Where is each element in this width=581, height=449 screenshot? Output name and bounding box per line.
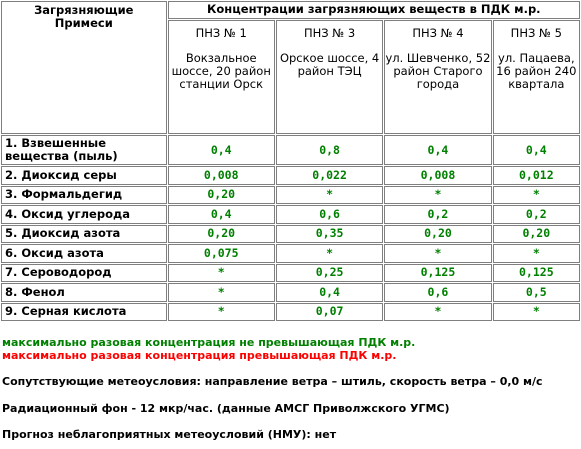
weather-conditions: Сопутствующие метеоусловия: направление ветра – штиль, скорость ветра – 0,0 м/с — [2, 375, 543, 388]
station-1 — [168, 20, 275, 134]
concentration-value: 0,20 — [384, 225, 491, 244]
header-pollutants: Загрязняющие Примеси — [1, 1, 167, 134]
pollutant-name: 4. Оксид углерода — [1, 205, 167, 224]
concentration-value: * — [168, 283, 275, 302]
station-4 — [384, 20, 491, 134]
pollutant-name: 2. Диоксид серы — [1, 166, 167, 185]
concentration-value: * — [384, 303, 491, 322]
concentration-value: * — [168, 264, 275, 283]
table-row — [1, 283, 580, 302]
concentration-value: 0,6 — [384, 283, 491, 302]
legend-exceeding: максимально разовая концентрация превышающая ПДК м.р. — [2, 349, 397, 362]
concentration-value: 0,6 — [276, 205, 383, 224]
station-id: ПНЗ № 3 — [303, 26, 356, 40]
concentration-value: 0,125 — [493, 264, 580, 283]
concentration-value: * — [384, 186, 491, 205]
concentration-value: * — [493, 303, 580, 322]
concentration-value: * — [276, 186, 383, 205]
concentration-value: 0,20 — [168, 225, 275, 244]
header-concentrations: Концентрации загрязняющих веществ в ПДК м.р. — [168, 1, 580, 19]
table-row — [1, 135, 580, 165]
concentration-value: 0,2 — [493, 205, 580, 224]
station-id: ПНЗ № 1 — [195, 26, 247, 40]
pollutant-name: 6. Оксид азота — [1, 244, 167, 263]
concentration-value: 0,07 — [276, 303, 383, 322]
pollutant-name: 8. Фенол — [1, 283, 167, 302]
nmu-forecast: Прогноз неблагоприятных метеоусловий (НМУ): нет — [2, 428, 337, 441]
concentration-value: 0,35 — [276, 225, 383, 244]
concentration-value: 0,008 — [168, 166, 275, 185]
concentration-value: * — [493, 186, 580, 205]
pollutant-name: 5. Диоксид азота — [1, 225, 167, 244]
concentration-value: * — [168, 303, 275, 322]
legend-not-exceeding: максимально разовая концентрация не превышающая ПДК м.р. — [2, 336, 416, 349]
station-id: ПНЗ № 5 — [510, 26, 562, 40]
concentration-value: 0,075 — [168, 244, 275, 263]
concentration-value: 0,008 — [384, 166, 491, 185]
table-row — [1, 166, 580, 185]
table-row — [1, 225, 580, 244]
pollutant-name: 9. Серная кислота — [1, 303, 167, 322]
pollutant-name: 7. Сероводород — [1, 264, 167, 283]
radiation-background: Радиационный фон - 12 мкр/час. (данные АМСГ Приволжского УГМС) — [2, 402, 450, 415]
table-row — [1, 303, 580, 322]
station-name: Вокзальное шоссе, 20 район станции Орск — [171, 51, 271, 91]
concentration-value: 0,2 — [384, 205, 491, 224]
concentration-value: 0,4 — [168, 135, 275, 165]
table-row — [1, 264, 580, 283]
concentration-value: 0,125 — [384, 264, 491, 283]
concentration-value: 0,012 — [493, 166, 580, 185]
concentration-value: 0,5 — [493, 283, 580, 302]
concentration-value: 0,022 — [276, 166, 383, 185]
concentration-value: 0,8 — [276, 135, 383, 165]
table-row — [1, 205, 580, 224]
pollutant-name: 3. Формальдегид — [1, 186, 167, 205]
table-row — [1, 186, 580, 205]
concentration-value: 0,25 — [276, 264, 383, 283]
station-name: ул. Пацаева, 16 район 240 квартала — [496, 51, 577, 91]
station-3 — [276, 20, 383, 134]
concentration-value: 0,20 — [493, 225, 580, 244]
concentration-value: * — [493, 244, 580, 263]
station-name: ул. Шевченко, 52 район Старого города — [385, 51, 491, 91]
concentration-value: * — [384, 244, 491, 263]
concentration-value: 0,4 — [276, 283, 383, 302]
pollutant-name: 1. Взвешенные вещества (пыль) — [1, 135, 167, 165]
concentration-value: 0,4 — [168, 205, 275, 224]
concentration-value: 0,20 — [168, 186, 275, 205]
table-row — [1, 244, 580, 263]
concentration-value: 0,4 — [493, 135, 580, 165]
station-id: ПНЗ № 4 — [412, 26, 464, 40]
concentration-value: 0,4 — [384, 135, 491, 165]
concentration-value: * — [276, 244, 383, 263]
station-5 — [493, 20, 580, 134]
station-name: Орское шоссе, 4 район ТЭЦ — [279, 51, 380, 78]
